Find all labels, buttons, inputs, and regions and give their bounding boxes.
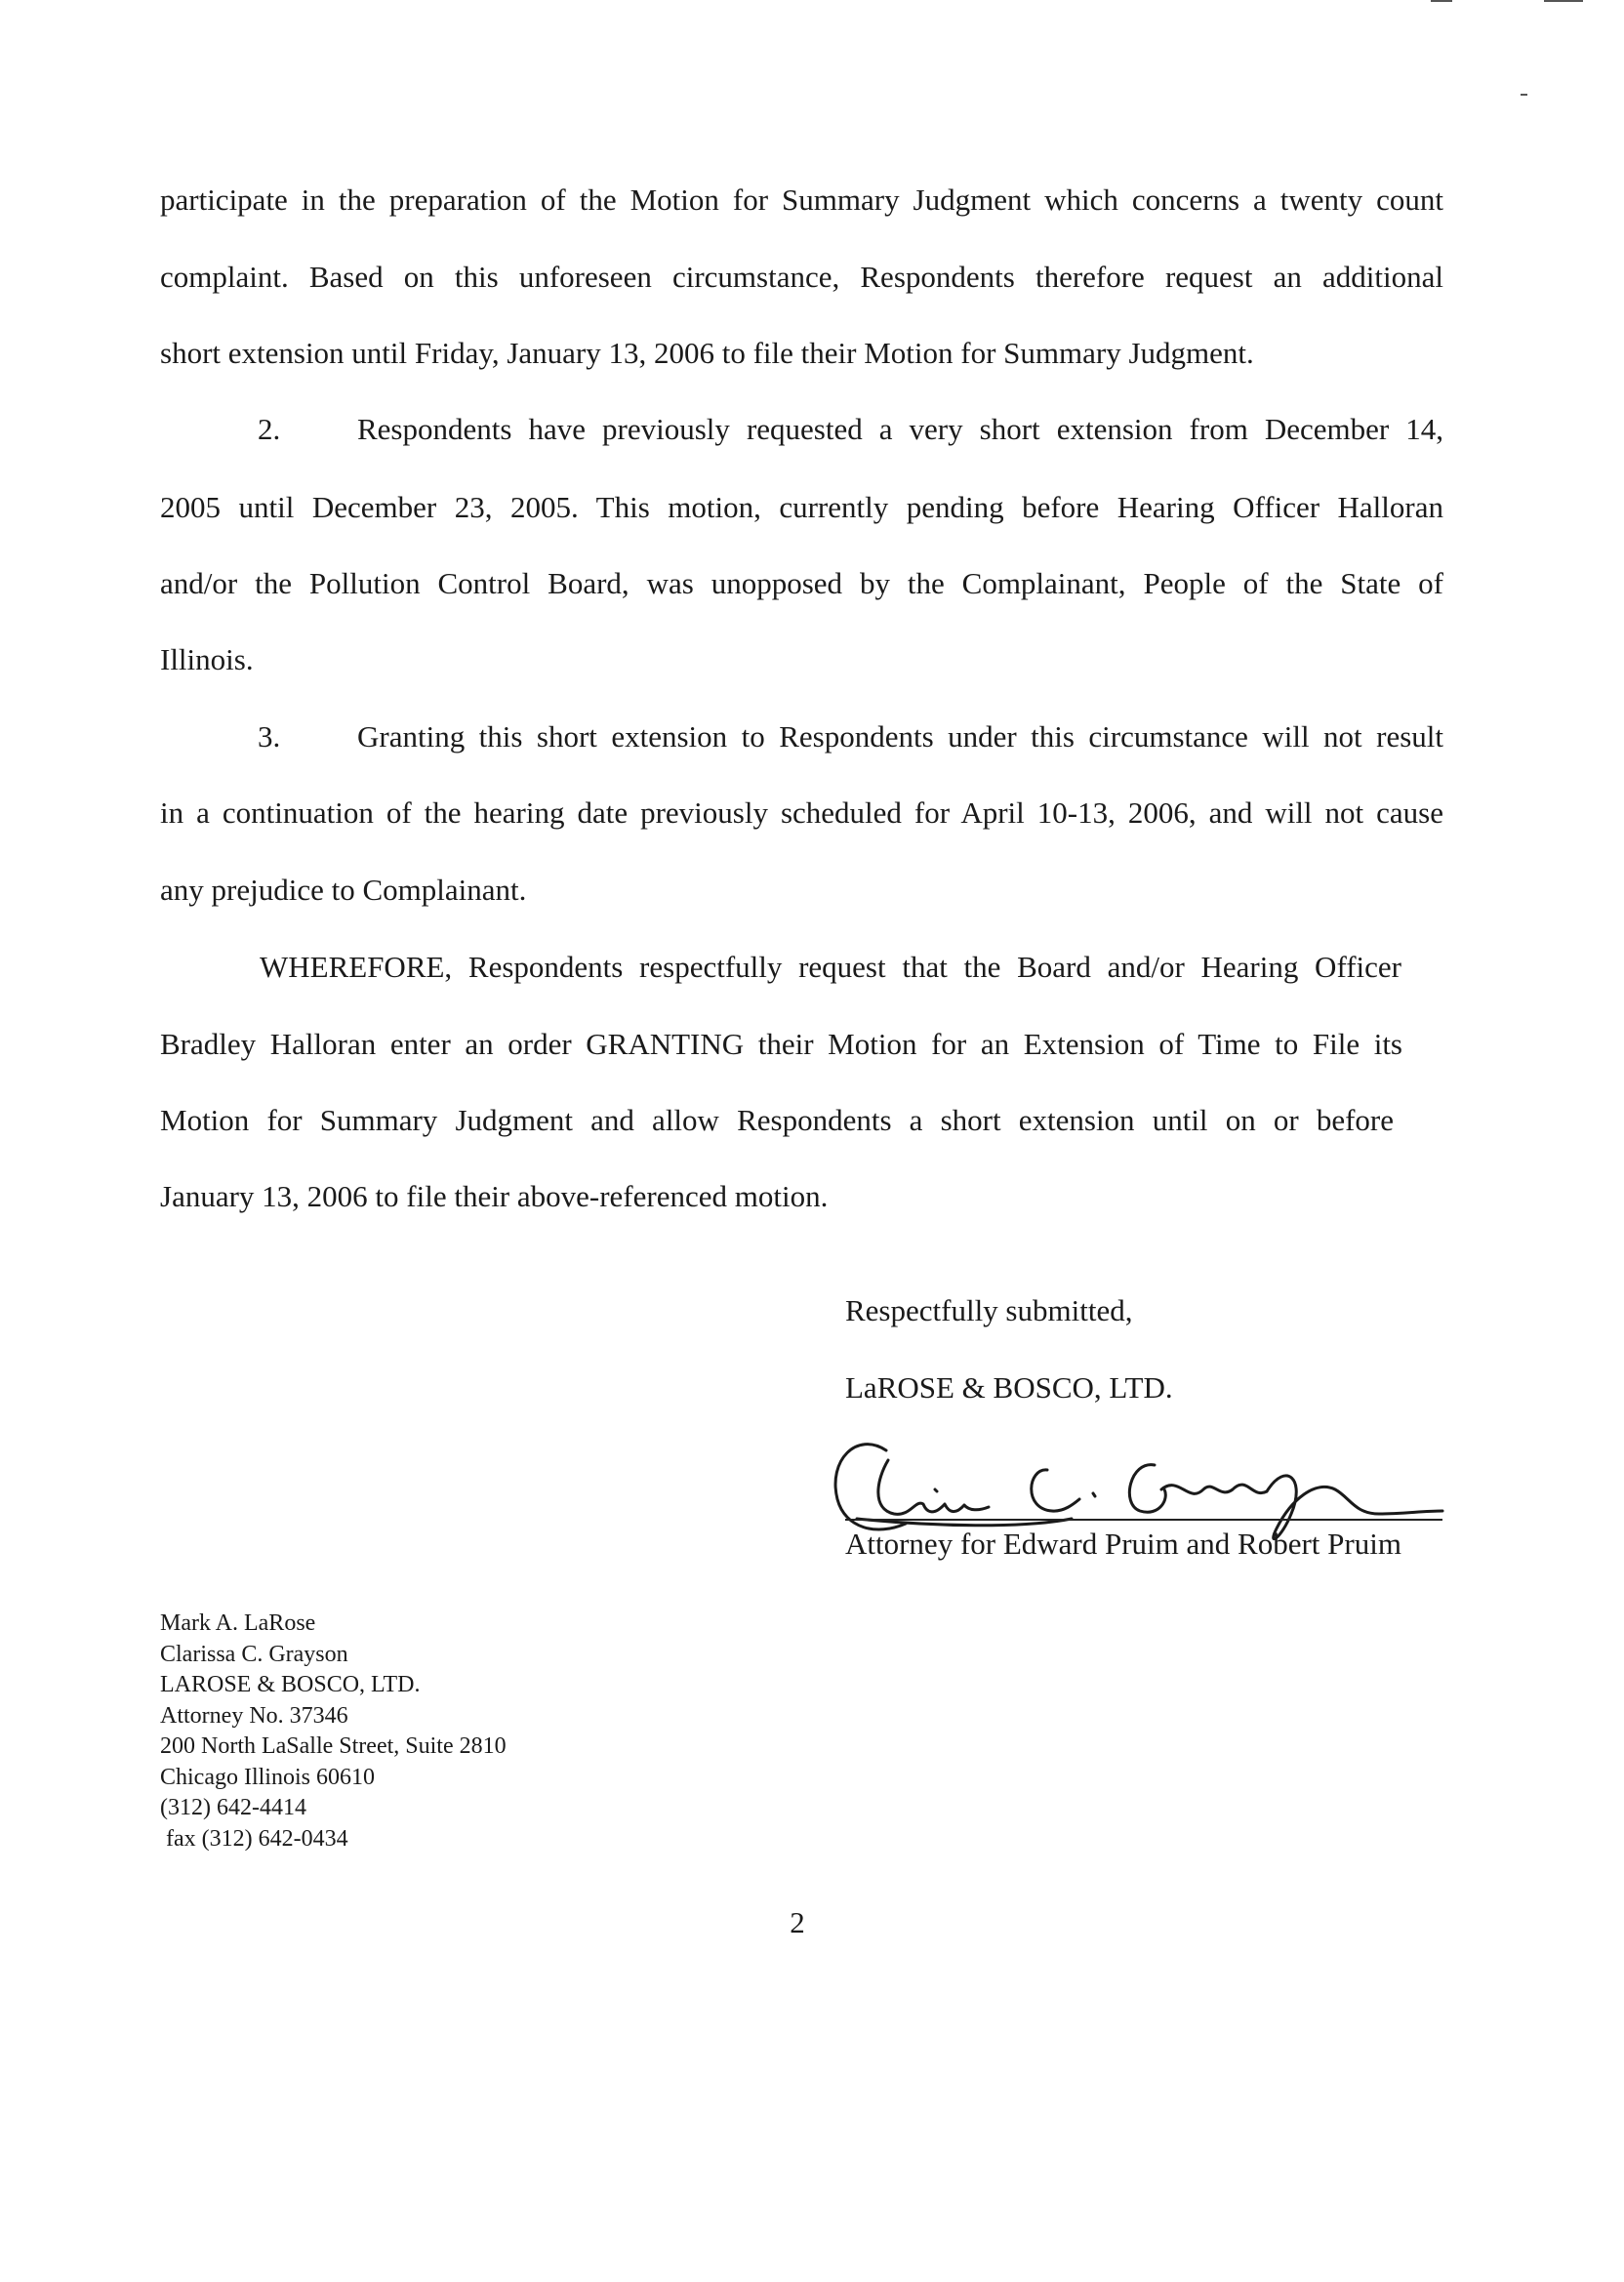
body-line: Granting this short extension to Respondents under this circumstance will not result <box>357 719 1443 754</box>
address-line: Chicago Illinois 60610 <box>160 1765 375 1790</box>
address-line: 200 North LaSalle Street, Suite 2810 <box>160 1733 507 1759</box>
body-line: Bradley Halloran enter an order GRANTING their Motion for an Extension of Time to File its <box>160 1027 1402 1061</box>
body-line: Motion for Summary Judgment and allow Respondents a short extension until on or before <box>160 1103 1394 1137</box>
closing: Respectfully submitted, <box>845 1293 1133 1327</box>
address-line: Attorney No. 37346 <box>160 1703 348 1729</box>
para-number: 3. <box>258 719 281 754</box>
address-line: (312) 642-4414 <box>160 1795 306 1820</box>
body-line: and/or the Pollution Control Board, was unopposed by the Complainant, People of the State of <box>160 566 1443 600</box>
scan-artifact <box>1544 0 1583 2</box>
body-line: in a continuation of the hearing date previously scheduled for April 10-13, 2006, and will not cause <box>160 795 1443 830</box>
firm-name: LaROSE & BOSCO, LTD. <box>845 1370 1173 1405</box>
address-line: LAROSE & BOSCO, LTD. <box>160 1672 421 1697</box>
body-line: participate in the preparation of the Motion for Summary Judgment which concerns a twenty count <box>160 183 1443 217</box>
body-line: January 13, 2006 to file their above-referenced motion. <box>160 1179 829 1213</box>
body-line: short extension until Friday, January 13, 2006 to file their Motion for Summary Judgment. <box>160 336 1254 370</box>
signature-rule <box>845 1519 1442 1521</box>
body-line: 2005 until December 23, 2005. This motion, currently pending before Hearing Officer Halloran <box>160 490 1443 524</box>
body-line: any prejudice to Complainant. <box>160 873 527 907</box>
attorney-for: Attorney for Edward Pruim and Robert Pruim <box>845 1527 1401 1561</box>
address-line: Mark A. LaRose <box>160 1610 316 1636</box>
para-number: 2. <box>258 412 281 446</box>
scan-artifact <box>1431 0 1452 2</box>
address-line: Clarissa C. Grayson <box>160 1642 348 1667</box>
scan-artifact <box>1521 94 1527 96</box>
body-line: WHEREFORE, Respondents respectfully request that the Board and/or Hearing Officer <box>260 950 1401 984</box>
body-line: complaint. Based on this unforeseen circumstance, Respondents therefore request an additional <box>160 260 1443 294</box>
body-line: Illinois. <box>160 642 254 676</box>
page-number: 2 <box>790 1905 805 1939</box>
address-line: fax (312) 642-0434 <box>160 1826 348 1852</box>
body-line: Respondents have previously requested a very short extension from December 14, <box>357 412 1443 446</box>
